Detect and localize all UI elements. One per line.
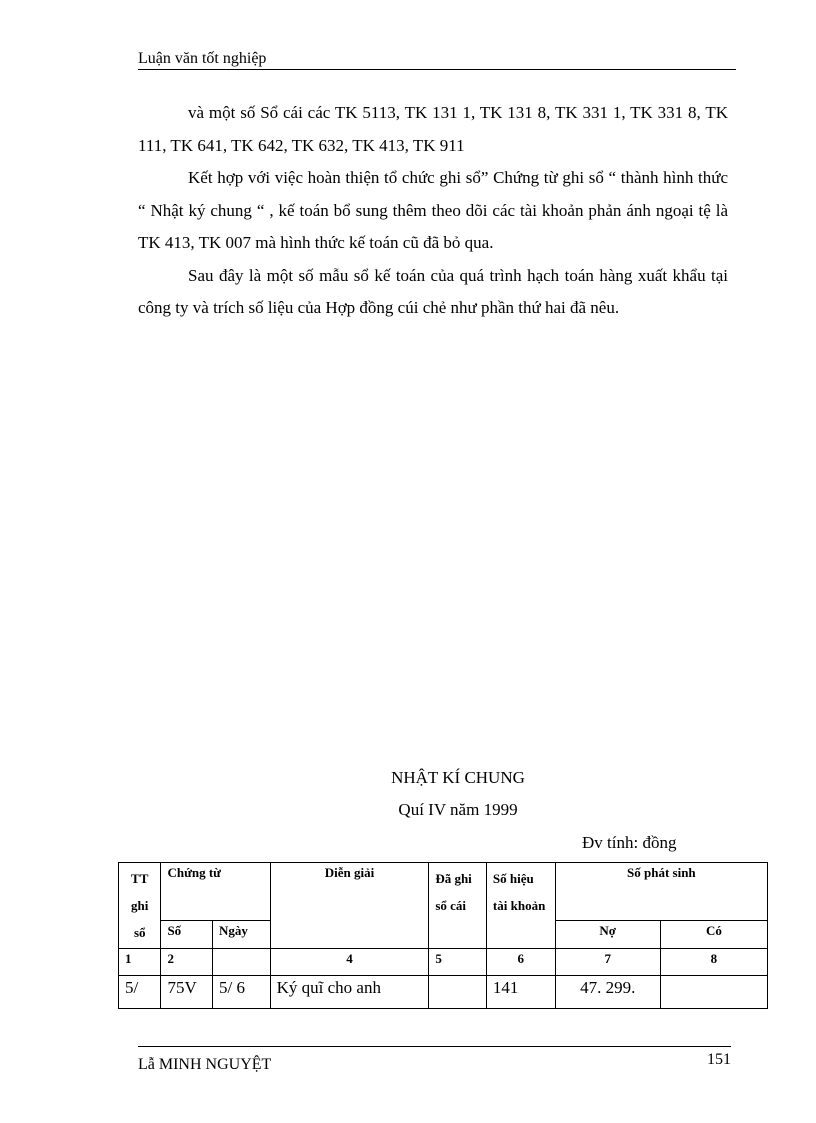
cell-ngay: 5/ 6 [213, 976, 271, 1009]
paragraph: Sau đây là một số mẫu sổ kế toán của quá trình hạch toán hàng xuất khẩu tại công ty và trích số liệu của Hợp đồng cúi chẻ như phần thứ hai đã nêu. [138, 265, 728, 317]
header-co: Có [660, 921, 767, 949]
page-number: 151 [707, 1051, 731, 1068]
header-title: Luận văn tốt nghiệp [138, 50, 267, 67]
header-dien-giai: Diễn giải [270, 863, 429, 949]
col-number: 8 [660, 949, 767, 976]
col-number: 4 [270, 949, 429, 976]
cell-da-ghi [429, 976, 487, 1009]
header-da-ghi: Đã ghi sổ cái [429, 863, 487, 949]
header-so-hieu: Số hiệu tài khoản [486, 863, 555, 949]
col-number: 7 [555, 949, 660, 976]
col-number: 6 [486, 949, 555, 976]
header-no: Nợ [555, 921, 660, 949]
table-row [119, 976, 768, 1009]
page-header [138, 50, 736, 70]
footer-author: Lẫ MINH NGUYỆT [138, 1056, 272, 1073]
paragraph: Kết hợp với việc hoàn thiện tổ chức ghi sổ” Chứng từ ghi sổ “ thành hình thức “ Nhật ký chung “ , kế toán bổ sung thêm theo dõi các tài khoản phản ánh ngoại tệ là TK 413, TK 007 mà hình thức kế toán cũ đã bỏ qua. [138, 168, 728, 252]
col-number: 2 [161, 949, 213, 976]
unit-label: Đv tính: đồng [582, 833, 677, 852]
cell-tt: 5/ [119, 976, 161, 1009]
cell-co [660, 976, 767, 1009]
col-number: 5 [429, 949, 487, 976]
cell-no: 47. 299. [555, 976, 660, 1009]
cell-tai-khoan: 141 [486, 976, 555, 1009]
header-tt: TT ghi sổ [119, 863, 161, 949]
journal-table [118, 862, 768, 1009]
journal-subtitle: Quí IV năm 1999 [398, 800, 518, 819]
cell-so: 75V [161, 976, 213, 1009]
paragraph: và một số Sổ cái các TK 5113, TK 131 1, TK 131 8, TK 331 1, TK 331 8, TK 111, TK 641, TK 642, TK 632, TK 413, TK 911 [138, 103, 728, 155]
header-so: Số [161, 921, 213, 949]
footer-divider [138, 1046, 731, 1047]
header-so-phat-sinh: Số phát sinh [555, 863, 767, 921]
journal-title: NHẬT KÍ CHUNG [391, 768, 525, 787]
header-ngay: Ngày [213, 921, 271, 949]
header-chung-tu: Chứng từ [161, 863, 270, 921]
cell-dien-giai: Ký quĩ cho anh [270, 976, 429, 1009]
body-text [138, 97, 728, 325]
col-number: 1 [119, 949, 161, 976]
col-number [213, 949, 271, 976]
